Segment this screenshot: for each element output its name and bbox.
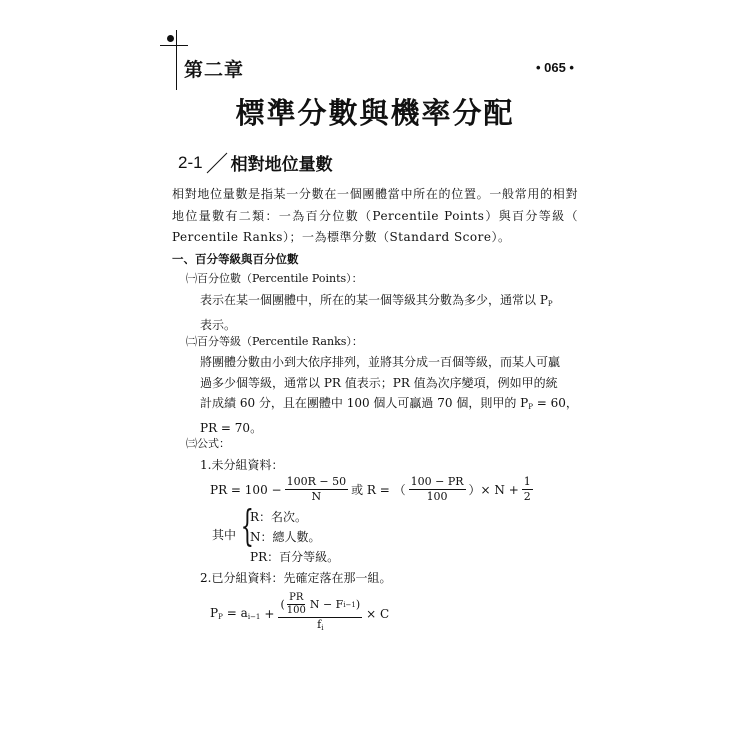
where-item: N：總人數。 [250,530,321,544]
where-item: PR：百分等級。 [250,550,340,564]
item-text: 將團體分數由小到大依序排列，並將其分成一百個等級，而某人可贏 [200,355,561,369]
item-body [200,290,553,335]
intro-line: 相對地位量數是指某一分數在一個團體當中所在的位置。一般常用的相對 [172,187,578,201]
formula-ungrouped [210,475,536,504]
denominator: N [311,490,322,503]
item-text: PR = 70。 [200,420,263,435]
formula-text: ）× N + [468,483,519,497]
section-number: 2-1 [178,152,203,172]
numerator: 100 − PR [410,475,464,488]
formula-text: 或 R = （ [351,483,406,497]
brace: { [240,501,255,550]
item-body [200,352,578,438]
fraction [409,475,466,504]
slash-divider [205,152,229,174]
denominator: $f_i$ [317,618,324,632]
numerator: ( $\frac{PR}{100}$ N − F i−1 ) [280,592,361,616]
denominator: 2 [523,490,531,503]
item-text: = 60， [532,396,578,410]
grouped-label: 2.已分組資料：先確定落在那一組。 [200,571,392,585]
where-item: R：名次。 [250,510,308,524]
header-rule-vertical [176,30,177,90]
header-rule-horizontal [160,45,188,46]
section-heading [178,150,333,175]
formula-text: = $a_{i-1}$ [226,606,261,621]
formula-text: × C [366,606,390,621]
formula-text: + [264,606,275,621]
fraction [278,592,362,635]
numerator: 100R − 50 [286,475,347,488]
formula-text: $P_P$ [210,606,223,621]
item-text: 過多少個等級，通常以 PR 值表示；PR 值為次序變項，例如甲的統 [200,375,558,390]
chapter-label: 第二章 [184,59,245,81]
formula-text: PR = 100 − [210,482,282,497]
section-title: 相對地位量數 [230,155,333,175]
fraction [522,475,533,504]
where-label: 其中 [212,528,237,542]
item-heading: ㈢公式： [186,437,230,450]
subscript: P [528,403,533,411]
item-text: 計成績 60 分，且在團體中 100 個人可贏過 70 個，則甲的 P [200,396,529,410]
item-text: 表示。 [200,317,237,332]
subsection-heading: 一、百分等級與百分位數 [172,252,299,266]
page-number: • 065 • [535,60,574,75]
formula-grouped [210,592,389,635]
fraction [285,475,349,504]
chapter-title: 標準分數與機率分配 [235,96,515,130]
numerator: 1 [523,475,531,488]
where-list [250,507,339,567]
intro-paragraph [172,184,578,249]
header-dot [167,35,174,42]
item-heading: ㈡百分等級（Percentile Ranks）： [186,335,363,348]
intro-line: 地位量數有二類：一為百分位數（Percentile Points）與百分等級（ [172,208,578,223]
subscript: P [547,300,553,308]
item-text: 表示在某一個團體中，所在的某一個等級其分數為多少，通常以 P [200,293,548,307]
item-heading: ㈠百分位數（Percentile Points）： [186,272,363,285]
denominator: 100 [426,490,448,503]
ungrouped-label: 1.未分組資料： [200,458,284,472]
intro-line: Percentile Ranks）；一為標準分數（Standard Score）。 [172,230,511,244]
